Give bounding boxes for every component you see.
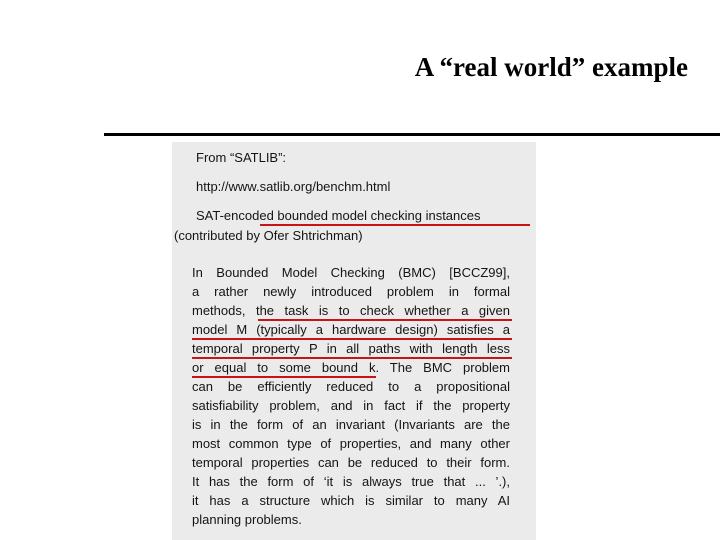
satlib-excerpt-image (172, 142, 536, 540)
title-underline (104, 133, 720, 136)
paragraph-line-10: most common type of properties, and many other (192, 436, 510, 451)
highlight-underline-2 (192, 338, 512, 340)
excerpt-heading-line-1: SAT-encoded bounded model checking instances (196, 208, 481, 223)
highlight-underline-1 (258, 319, 512, 321)
paragraph-line-4: model M (typically a hardware design) satisfies a (192, 322, 510, 337)
benchmark-url: http://www.satlib.org/benchm.html (196, 179, 391, 194)
excerpt-heading-line-2: (contributed by Ofer Shtrichman) (174, 228, 363, 243)
paragraph-line-3: methods, the task is to check whether a given (192, 303, 510, 318)
paragraph-line-9: is in the form of an invariant (Invariants are the (192, 417, 510, 432)
from-line: From “SATLIB”: (196, 150, 287, 165)
paragraph-line-7: can be efficiently reduced to a propositional (192, 379, 510, 394)
paragraph-line-11: temporal properties can be reduced to their form. (192, 455, 510, 470)
highlight-underline-heading (260, 224, 530, 226)
slide-title: A “real world” example (414, 52, 688, 82)
highlight-underline-4 (192, 376, 376, 378)
paragraph-line-8: satisfiability problem, and in fact if the property (192, 398, 510, 413)
paragraph-line-12: It has the form of ‘it is always true that ... ’.), (192, 474, 510, 489)
paragraph-line-6: or equal to some bound k. The BMC problem (192, 360, 510, 375)
paragraph-line-2: a rather newly introduced problem in formal (192, 284, 510, 299)
paragraph-line-13: it has a structure which is similar to many AI (192, 493, 510, 508)
highlight-underline-3 (192, 357, 512, 359)
paragraph-line-1: In Bounded Model Checking (BMC) [BCCZ99], (192, 265, 510, 280)
paragraph-line-5: temporal property P in all paths with length less (192, 341, 510, 356)
paragraph-line-14: planning problems. (192, 512, 302, 527)
